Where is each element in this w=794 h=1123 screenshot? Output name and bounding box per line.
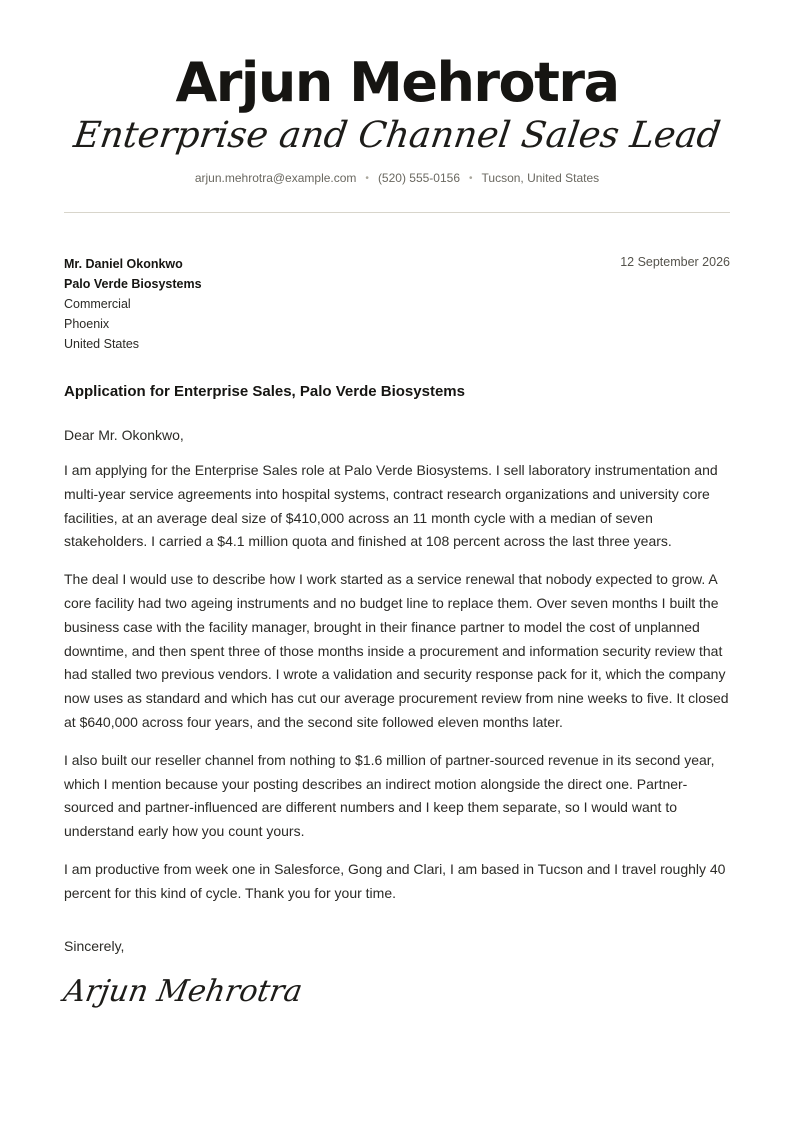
- recipient-block: [64, 254, 730, 354]
- signature: Arjun Mehrotra: [60, 973, 306, 1009]
- body-paragraph: I am applying for the Enterprise Sales role at Palo Verde Biosystems. I sell laboratory instrumentation and multi-year service agreements into hospital systems, contract research organizations and university core facilities, at an average deal size of $410,000 across an 11 month cycle with a median of seven stakeholders. I carried a $4.1 million quota and finished at 108 percent across the last three years.: [64, 462, 718, 550]
- letter-header: [64, 0, 730, 187]
- letter-subject: Application for Enterprise Sales, Palo Verde Biosystems: [64, 383, 465, 400]
- recipient-company: Palo Verde Biosystems: [64, 277, 202, 291]
- sender-name: Arjun Mehrotra: [175, 51, 619, 114]
- separator-dot-icon: •: [365, 173, 369, 184]
- salutation: Dear Mr. Okonkwo,: [64, 427, 184, 443]
- recipient-name: Mr. Daniel Okonkwo: [64, 257, 183, 271]
- contact-email: arjun.mehrotra@example.com: [194, 171, 357, 185]
- body-paragraph: I am productive from week one in Salesforce, Gong and Clari, I am based in Tucson and I travel roughly 40 percent for this kind of cycle. Thank you for your time.: [64, 860, 726, 901]
- recipient-department: Commercial: [64, 297, 131, 311]
- contact-phone: (520) 555-0156: [377, 171, 460, 185]
- contact-line: [64, 170, 730, 187]
- sender-role: Enterprise and Channel Sales Lead: [71, 115, 723, 156]
- body-paragraph: The deal I would use to describe how I work started as a service renewal that nobody expected to grow. A core facility had two ageing instruments and no budget line to replace them. Over seven months I built the business case with the facility manager, brought in their finance partner to model the cost of unplanned downtime, and then spent three of those months inside a procurement and information security review that had stalled two previous vendors. I wrote a validation and security response pack for it, which the company now uses as standard and which has cut our average procurement review from nine weeks to five. It closed at $640,000 across four years, and the second site followed eleven months later.: [64, 571, 729, 730]
- body-paragraph: I also built our reseller channel from nothing to $1.6 million of partner-sourced revenue in its second year, which I mention because your posting describes an indirect motion alongside the direct one. Partner-sourced and partner-influenced are different numbers and I keep them separate, so I would want to understand early how you count yours.: [64, 751, 715, 840]
- separator-dot-icon: •: [469, 173, 473, 184]
- contact-location: Tucson, United States: [481, 171, 600, 185]
- recipient-country: United States: [64, 337, 140, 351]
- closing: Sincerely,: [64, 937, 125, 954]
- recipient-city: Phoenix: [64, 317, 110, 331]
- header-divider: [64, 212, 730, 213]
- letter-date: 12 September 2026: [620, 255, 730, 269]
